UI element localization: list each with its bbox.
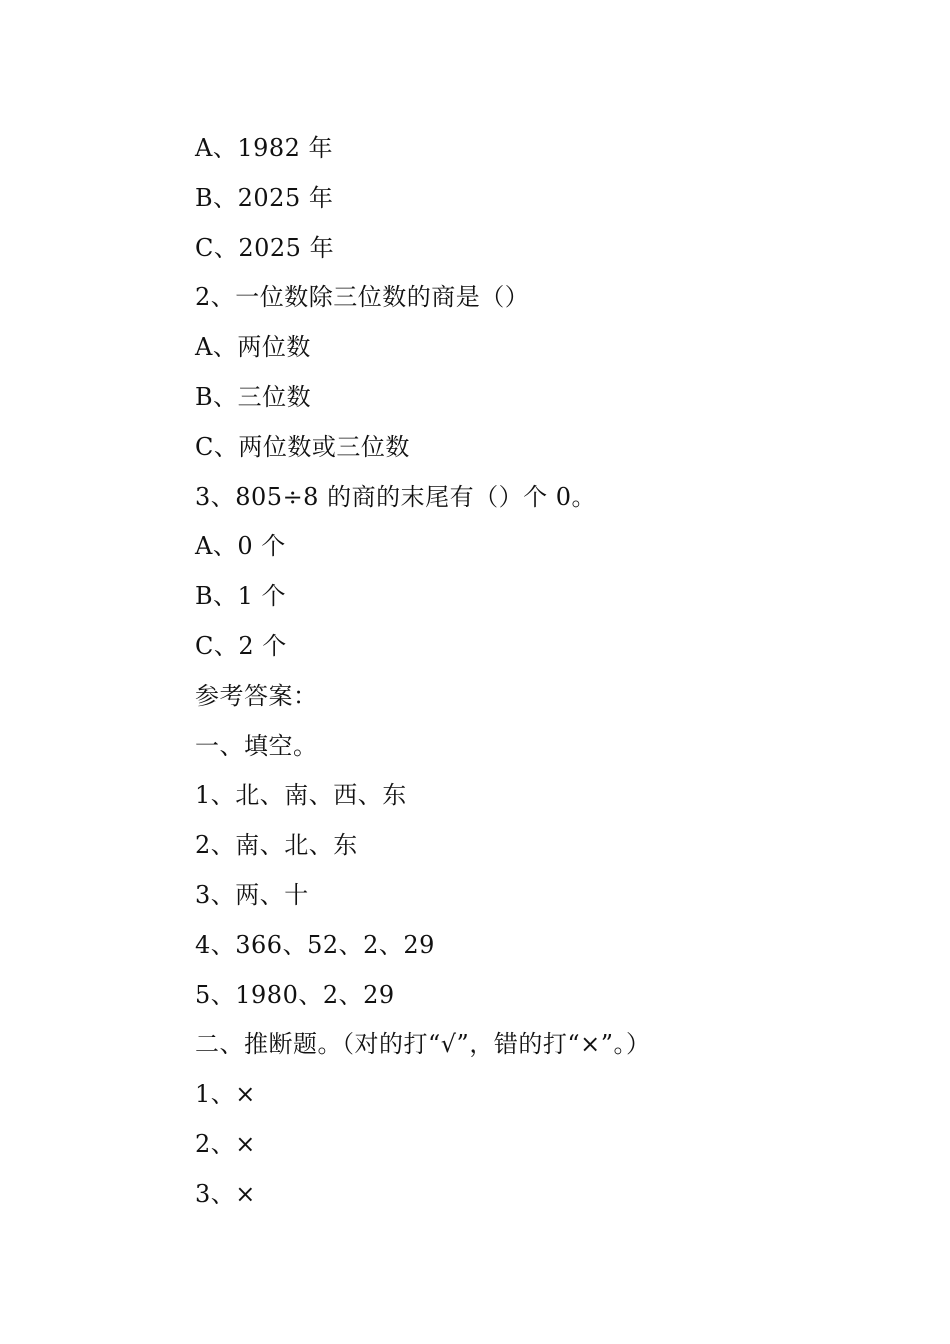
answer-fill-2: 2、南、北、东 — [195, 831, 358, 860]
option-c-two: C、2 个 — [195, 631, 287, 660]
question-2: 2、一位数除三位数的商是（） — [195, 283, 530, 312]
document-body — [195, 124, 835, 1220]
option-a-1982: A、1982 年 — [195, 134, 334, 162]
answer-judgment-1: 1、× — [195, 1080, 256, 1109]
answer-fill-3: 3、两、十 — [195, 880, 309, 909]
question-3: 3、805÷8 的商的末尾有（）个 0。 — [195, 482, 596, 511]
answer-fill-1: 1、北、南、西、东 — [195, 781, 407, 810]
option-b-one: B、1 个 — [195, 582, 287, 611]
option-c-2025: C、2025 年 — [195, 233, 335, 262]
answer-judgment-2: 2、× — [195, 1129, 256, 1158]
section-judgment-heading: 二、推断题。（对的打“√”，错的打“×”。） — [195, 1030, 651, 1059]
answer-judgment-3: 3、× — [195, 1179, 256, 1208]
option-b-three-digit: B、三位数 — [195, 382, 312, 411]
option-c-two-or-three-digit: C、两位数或三位数 — [195, 432, 410, 461]
option-a-zero: A、0 个 — [195, 532, 286, 561]
answer-fill-4: 4、366、52、2、29 — [195, 930, 435, 959]
option-a-two-digit: A、两位数 — [195, 333, 311, 362]
option-b-2025: B、2025 年 — [195, 183, 334, 212]
answer-key-heading: 参考答案： — [195, 681, 318, 710]
answer-fill-5: 5、1980、2、29 — [195, 980, 395, 1009]
section-fill-blank-heading: 一、填空。 — [195, 731, 318, 760]
